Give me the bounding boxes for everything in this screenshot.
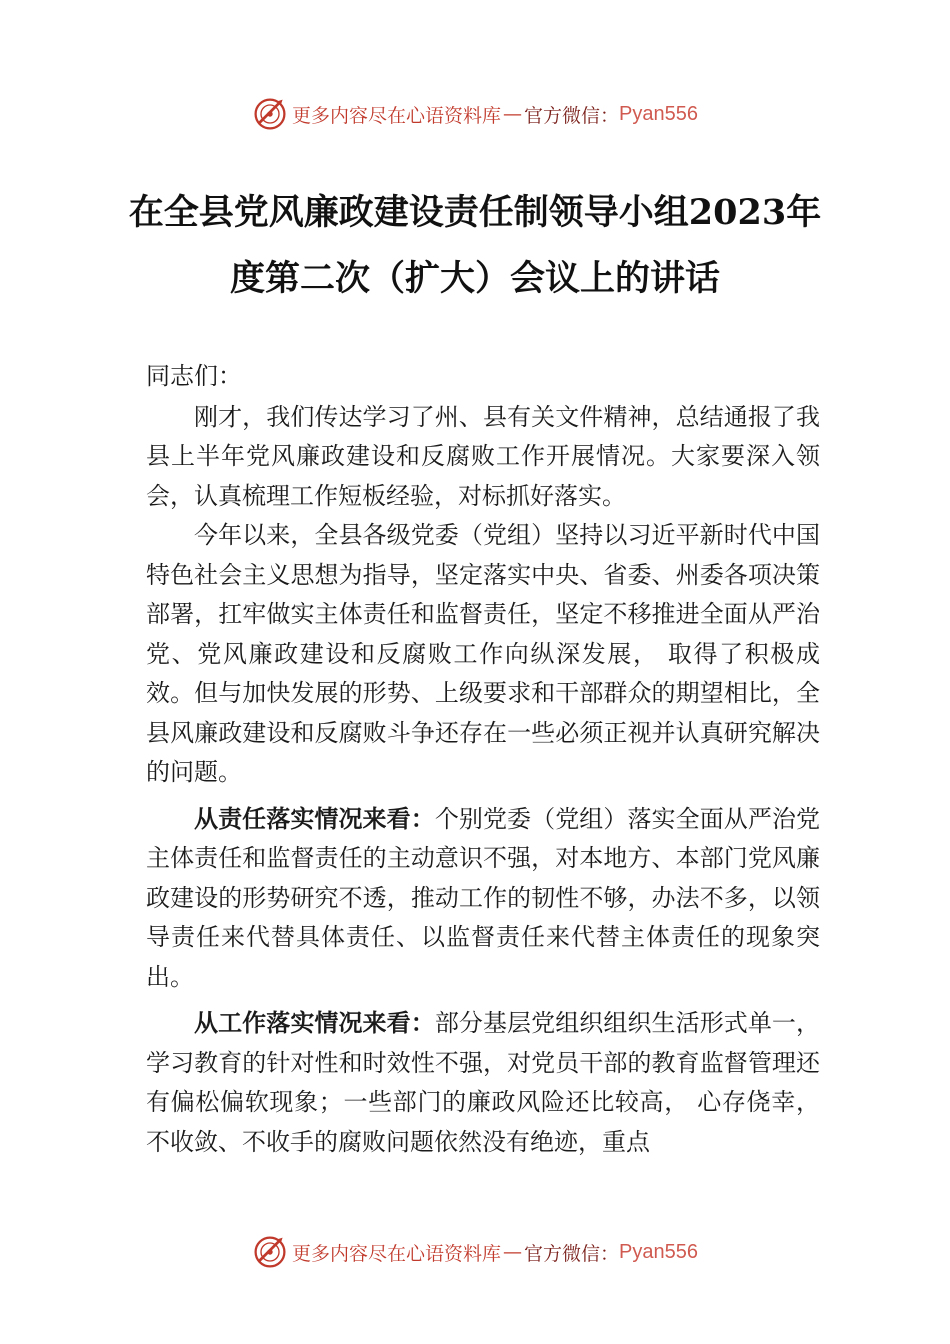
paragraph-text: 部分基层党组织组织生活形式单一，学习教育的针对性和时效性不强，对党员干部的教育监督管理还有偏松偏软现象；一些部门的廉政风险还比较高， 心存侥幸，不收敛、不收手的腐败问题依然没有绝迹，重点 (146, 1009, 821, 1156)
document-body (146, 357, 820, 1162)
banner-separator: — (503, 103, 523, 125)
banner-wechat-label: 官方微信： (524, 1242, 620, 1265)
banner-brand-text: 更多内容尽在心语资料库 (292, 1242, 502, 1265)
paragraph-text: 今年以来，全县各级党委（党组）坚持以习近平新时代中国特色社会主义思想为指导，坚定落实中央、省委、州委各项决策部署，扛牢做实主体责任和监督责任，坚定不移推进全面从严治党、党风廉政建设和反腐败工作向纵深发展， 取得了积极成效。但与加快发展的形势、上级要求和干部群众的期望相比，全县风廉政建设和反腐败斗争还存在一些必须正视并认真研究解决的问题。 (146, 521, 820, 786)
paragraph-lead-heading: 从工作落实情况来看： (194, 1009, 435, 1037)
banner-wechat-id: Pyan556 (619, 102, 698, 125)
seal-logo-icon (252, 96, 288, 132)
paragraph (146, 516, 820, 793)
banner-wechat-label: 官方微信： (524, 104, 620, 127)
document-title: 在全县党风廉政建设责任制领导小组2023年度第二次（扩大）会议上的讲话 (128, 192, 822, 299)
paragraph (146, 1004, 820, 1162)
paragraph (146, 398, 820, 517)
paragraph-lead-heading: 从责任落实情况来看： (194, 804, 435, 833)
banner-brand-text: 更多内容尽在心语资料库 (292, 104, 502, 127)
paragraph (146, 800, 820, 998)
seal-logo-icon (252, 1234, 288, 1270)
footer-watermark-banner (0, 1232, 950, 1272)
banner-separator: — (503, 1241, 523, 1263)
salutation: 同志们： (146, 362, 242, 390)
banner-wechat-id: Pyan556 (619, 1240, 698, 1263)
paragraph-text: 刚才，我们传达学习了州、县有关文件精神，总结通报了我县上半年党风廉政建设和反腐败工作开展情况。大家要深入领会，认真梳理工作短板经验，对标抓好落实。 (146, 402, 820, 510)
paragraph-text: 个别党委（党组）落实全面从严治党主体责任和监督责任的主动意识不强，对本地方、本部门党风廉政建设的形势研究不透，推动工作的韧性不够，办法不多，以领导责任来代替具体责任、以监督责任来代替主体责任的现象突出。 (146, 804, 821, 991)
header-watermark-banner (0, 94, 950, 134)
